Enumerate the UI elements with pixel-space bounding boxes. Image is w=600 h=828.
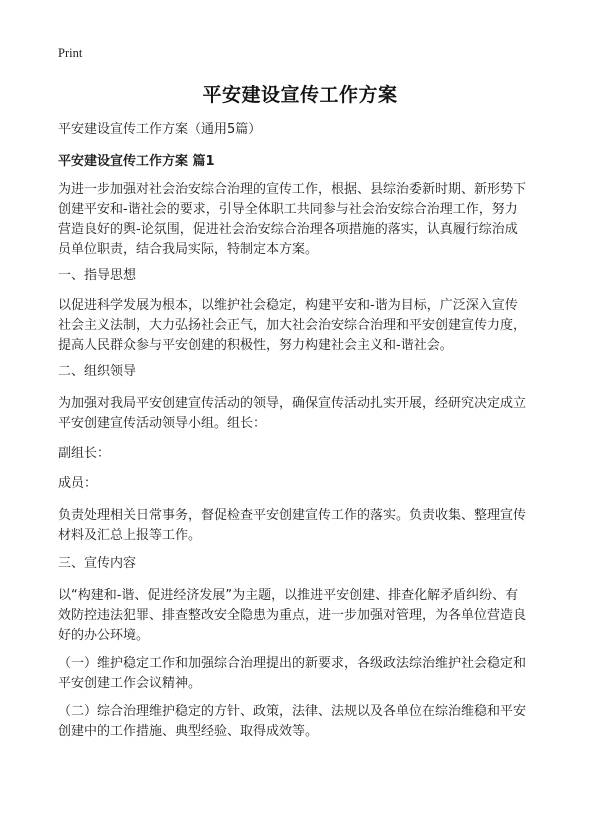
text-line: （二）综合治理维护稳定的方针、政策，法律、法规以及各单位在综治维稳和平安 (58, 704, 527, 719)
content-paragraph (58, 586, 548, 646)
text-line: 提高人民群众参与平安创建的积极性，努力构建社会主义和-谐社会。 (58, 338, 453, 353)
text-line: 营造良好的舆-论氛围，促进社会治安综合治理各项措施的落实，认真履行综治成 (58, 222, 518, 237)
deputy-leader-label: 副组长： (58, 446, 111, 461)
document-subtitle: 平安建设宣传工作方案（通用5篇） (58, 122, 262, 137)
text-line: 效防控违法犯罪、排查整改安全隐患为重点，进一步加强对管理，为各单位营造良 (58, 608, 527, 623)
heading-publicity-content: 三、宣传内容 (58, 556, 137, 571)
text-line: 平安创建工作会议精神。 (58, 676, 202, 691)
text-line: 为加强对我局平安创建宣传活动的领导，确保宣传活动扎实开展，经研究决定成立 (58, 396, 527, 411)
text-line: 创建平安和-谐社会的要求，引导全体职工共同参与社会治安综合治理工作，努力 (58, 202, 518, 217)
text-line: 负责处理相关日常事务，督促检查平安创建宣传工作的落实。负责收集、整理宣传 (58, 508, 527, 523)
duties-paragraph (58, 506, 548, 546)
text-line: 社会主义法制，大力弘扬社会正气，加大社会治安综合治理和平安创建宣传力度， (58, 318, 527, 333)
text-line: 以促进科学发展为根本，以维护社会稳定，构建平安和-谐为目标，广泛深入宣传 (58, 298, 518, 313)
text-line: 好的办公环境。 (58, 628, 150, 643)
text-line: 创建中的工作措施、典型经验、取得成效等。 (58, 724, 319, 739)
section-title: 平安建设宣传工作方案 篇1 (58, 154, 215, 169)
text-line: 为进一步加强对社会治安综合治理的宣传工作，根据、县综治委新时期、新形势下 (58, 182, 527, 197)
text-line: 员单位职责，结合我局实际，特制定本方案。 (58, 242, 319, 257)
content-item-2 (58, 702, 548, 742)
heading-guiding-thought: 一、指导思想 (58, 268, 137, 283)
text-line: 以“构建和-谐、促进经济发展”为主题，以推进平安创建、排查化解矛盾纠纷、有 (58, 588, 519, 603)
members-label: 成员： (58, 476, 98, 491)
document-title: 平安建设宣传工作方案 (202, 84, 398, 106)
heading-organization: 二、组织领导 (58, 364, 137, 379)
intro-paragraph (58, 180, 548, 260)
text-line: 平安创建宣传活动领导小组。组长： (58, 416, 267, 431)
guiding-paragraph (58, 296, 548, 356)
content-item-1 (58, 654, 548, 694)
text-line: （一）维护稳定工作和加强综合治理提出的新要求，各级政法综治维护社会稳定和 (58, 656, 527, 671)
organization-paragraph (58, 394, 548, 434)
print-label: Print (58, 46, 83, 60)
text-line: 材料及汇总上报等工作。 (58, 528, 202, 543)
